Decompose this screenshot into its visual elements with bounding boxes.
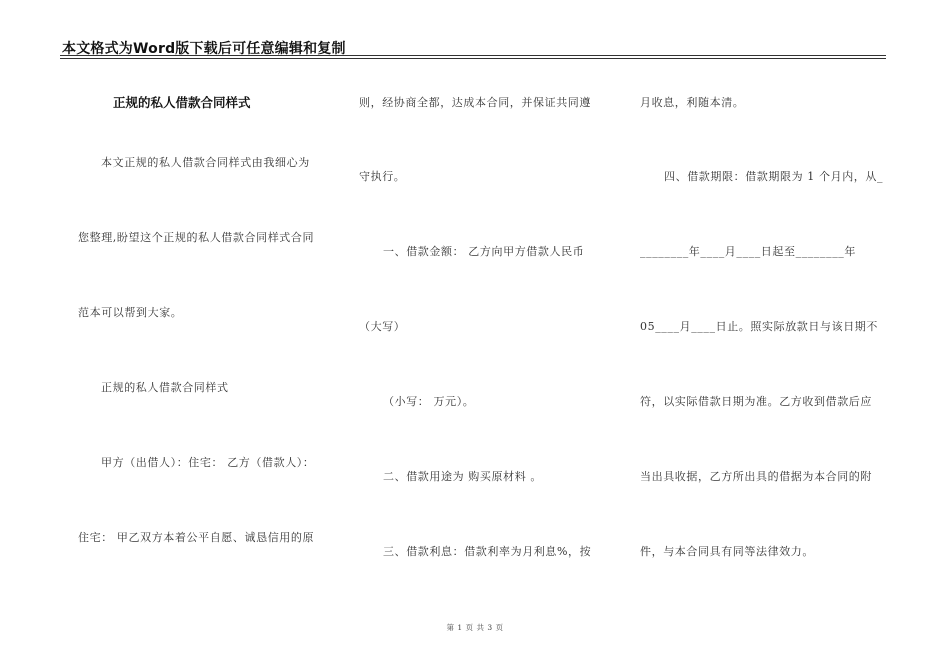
page-number: 第 1 页 共 3 页 <box>446 623 504 632</box>
text-line: 当出具收据，乙方所出具的借据为本合同的附 <box>640 470 872 483</box>
text-line: 范本可以帮到大家。 <box>78 306 183 319</box>
text-line: 本文正规的私人借款合同样式由我细心为 <box>101 156 310 169</box>
text-line: （小写： 万元）。 <box>383 395 475 408</box>
document-title: 正规的私人借款合同样式 <box>113 95 251 110</box>
text-line: 三、借款利息：借款利率为月利息%，按 <box>383 545 592 558</box>
text-line: ________年____月____日起至________年 <box>640 245 856 258</box>
text-line: 件，与本合同具有同等法律效力。 <box>640 545 814 558</box>
document-header: 本文格式为Word版下载后可任意编辑和复制 <box>62 41 346 57</box>
text-line: 则，经协商全都，达成本合同，并保证共同遵 <box>359 96 591 109</box>
text-line: 您整理,盼望这个正规的私人借款合同样式合同 <box>78 231 315 244</box>
text-line: 符，以实际借款日期为准。乙方收到借款后应 <box>640 395 872 408</box>
header-rule-thick <box>60 58 886 59</box>
text-line: 住宅： 甲乙双方本着公平自愿、诚恳信用的原 <box>78 531 315 544</box>
header-rule <box>60 55 886 56</box>
text-line: 月收息，利随本清。 <box>640 96 745 109</box>
text-line: 一、借款金额： 乙方向甲方借款人民币 <box>383 245 585 258</box>
text-line: 守执行。 <box>359 170 406 183</box>
text-line: （大写） <box>359 320 406 333</box>
text-line: 正规的私人借款合同样式 <box>101 381 229 394</box>
text-line: 甲方（出借人）：住宅： 乙方（借款人）： <box>101 456 315 469</box>
text-line: 二、借款用途为 购买原材料 。 <box>383 470 542 483</box>
text-line: 四、借款期限：借款期限为 1 个月内，从_ <box>664 170 884 183</box>
text-line: 05____月____日止。照实际放款日与该日期不 <box>640 320 878 333</box>
